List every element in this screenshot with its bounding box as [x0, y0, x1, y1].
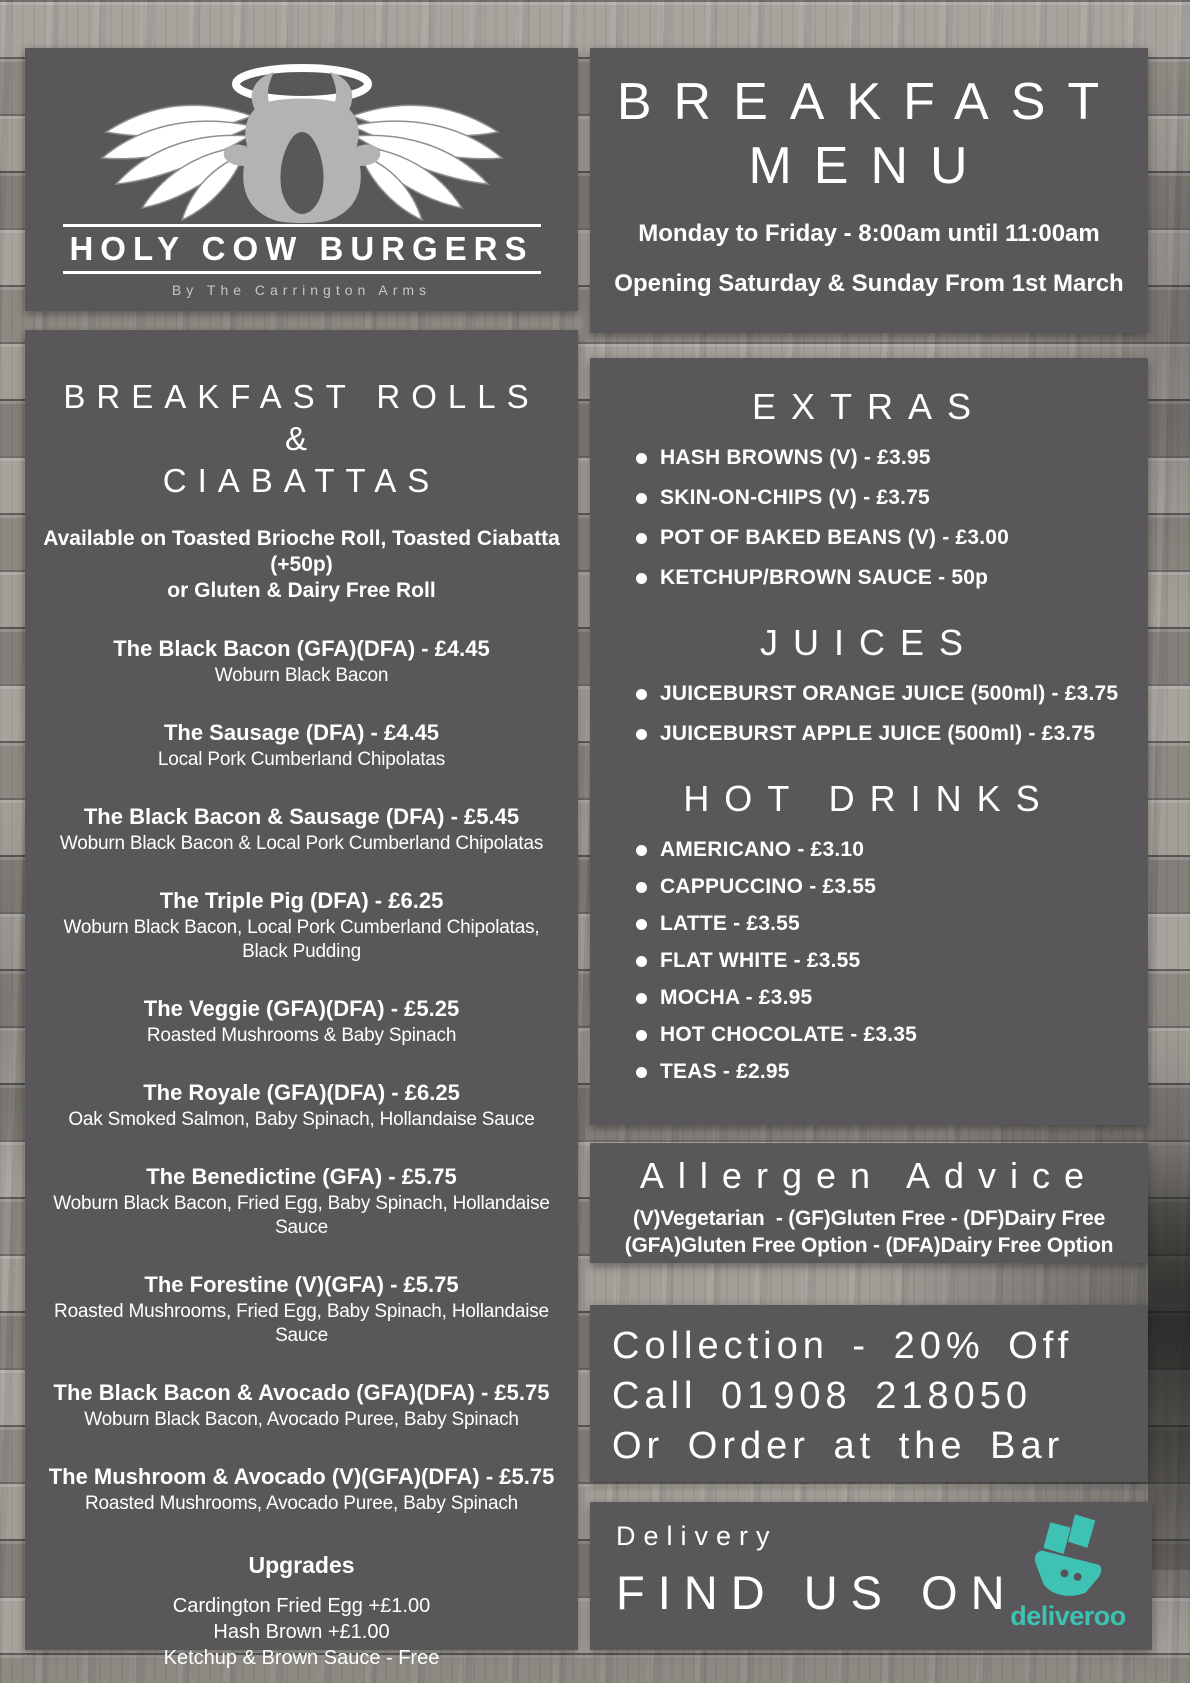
menu-item-name: The Forestine (V)(GFA) - £5.75 — [144, 1272, 459, 1297]
list-item-label: FLAT WHITE - £3.55 — [660, 949, 861, 972]
list-item-label: AMERICANO - £3.10 — [660, 838, 865, 861]
hot-drinks-heading: HOT DRINKS — [683, 778, 1055, 819]
menu-item — [39, 996, 564, 1048]
extras-list — [590, 446, 1148, 590]
menu-item-name: The Black Bacon & Avocado (GFA)(DFA) - £5.75 — [53, 1380, 550, 1405]
menu-item — [39, 1464, 564, 1516]
logo-rule-bottom — [63, 271, 541, 274]
list-item-label: HOT CHOCOLATE - £3.35 — [660, 1023, 918, 1046]
bullet-icon — [636, 956, 647, 967]
menu-item-name: The Mushroom & Avocado (V)(GFA)(DFA) - £5.75 — [48, 1464, 555, 1489]
menu-item-name: The Benedictine (GFA) - £5.75 — [146, 1164, 457, 1189]
rolls-note-line1: Available on Toasted Brioche Roll, Toasted Ciabatta (+50p) — [43, 527, 560, 576]
menu-item — [39, 1272, 564, 1348]
rolls-heading-line1: BREAKFAST ROLLS & — [63, 378, 540, 457]
allergen-line2: (GFA)Gluten Free Option - (DFA)Dairy Free Option — [624, 1234, 1114, 1257]
menu-item-desc: Roasted Mushrooms, Avocado Puree, Baby Spinach — [85, 1493, 518, 1514]
menu-item — [39, 1164, 564, 1240]
list-item-label: CAPPUCCINO - £3.55 — [660, 875, 876, 898]
list-item-label: POT OF BAKED BEANS (V) - £3.00 — [660, 526, 1010, 549]
winged-cow-logo — [42, 54, 562, 222]
wood-dark-plank — [1148, 1140, 1190, 1570]
list-item — [636, 486, 1132, 510]
list-item — [636, 526, 1132, 550]
delivery-panel — [590, 1502, 1152, 1650]
rolls-panel — [25, 330, 578, 1669]
extras-heading: EXTRAS — [751, 386, 987, 427]
upgrade-line: Ketchup & Brown Sauce - Free — [163, 1647, 440, 1669]
upgrade-line: Cardington Fried Egg +£1.00 — [172, 1595, 431, 1617]
deliveroo-kangaroo-icon — [1024, 1510, 1112, 1598]
list-item — [636, 682, 1132, 706]
menu-item-desc: Woburn Black Bacon, Local Pork Cumberland Chipolatas, Black Pudding — [63, 917, 540, 962]
list-item — [636, 875, 1132, 899]
list-item-label: JUICEBURST APPLE JUICE (500ml) - £3.75 — [660, 722, 1096, 745]
menu-item — [39, 1380, 564, 1432]
list-item-label: LATTE - £3.55 — [660, 912, 800, 935]
menu-item-name: The Triple Pig (DFA) - £6.25 — [159, 888, 444, 913]
upgrades-heading: Upgrades — [248, 1552, 355, 1578]
list-item-label: MOCHA - £3.95 — [660, 986, 813, 1009]
menu-item-name: The Royale (GFA)(DFA) - £6.25 — [143, 1080, 460, 1105]
juices-heading: JUICES — [759, 622, 979, 663]
menu-item — [39, 720, 564, 772]
menu-item-desc: Woburn Black Bacon, Avocado Puree, Baby Spinach — [84, 1409, 519, 1430]
left-wing-icon — [102, 105, 252, 220]
menu-title-line1: BREAKFAST — [616, 73, 1122, 131]
brand-tagline: By The Carrington Arms — [171, 282, 432, 298]
bullet-icon — [636, 845, 647, 856]
menu-item-name: The Sausage (DFA) - £4.45 — [163, 720, 440, 745]
list-item — [636, 1060, 1132, 1084]
menu-item — [39, 1080, 564, 1132]
delivery-label: Delivery — [616, 1521, 778, 1551]
allergen-panel — [590, 1143, 1148, 1263]
menu-item-desc: Local Pork Cumberland Chipolatas — [157, 749, 446, 770]
right-wing-icon — [352, 105, 502, 220]
list-item-label: JUICEBURST ORANGE JUICE (500ml) - £3.75 — [660, 682, 1119, 705]
bullet-icon — [636, 453, 647, 464]
menu-item-name: The Veggie (GFA)(DFA) - £5.25 — [143, 996, 460, 1021]
menu-item — [39, 636, 564, 688]
list-item-label: SKIN-ON-CHIPS (V) - £3.75 — [660, 486, 930, 509]
bullet-icon — [636, 493, 647, 504]
logo-rule-top — [63, 224, 541, 227]
menu-item — [39, 888, 564, 964]
rolls-note-line2: or Gluten & Dairy Free Roll — [167, 579, 436, 602]
find-us-on-text: FIND US ON — [616, 1566, 1018, 1619]
menu-item-name: The Black Bacon (GFA)(DFA) - £4.45 — [113, 636, 490, 661]
list-item-label: TEAS - £2.95 — [660, 1060, 790, 1083]
list-item — [636, 912, 1132, 936]
menu-item-desc: Roasted Mushrooms, Fried Egg, Baby Spinach, Hollandaise Sauce — [54, 1301, 549, 1346]
brand-panel — [25, 48, 578, 311]
menu-item-desc: Roasted Mushrooms & Baby Spinach — [146, 1025, 457, 1046]
bullet-icon — [636, 689, 647, 700]
list-item — [636, 949, 1132, 973]
list-item-label: HASH BROWNS (V) - £3.95 — [660, 446, 931, 469]
menu-header-panel — [590, 48, 1148, 333]
bullet-icon — [636, 533, 647, 544]
menu-item-desc: Woburn Black Bacon & Local Pork Cumberland Chipolatas — [59, 833, 544, 854]
menu-item-desc: Woburn Black Bacon — [214, 665, 389, 686]
bullet-icon — [636, 882, 647, 893]
menu-title-line2: MENU — [748, 137, 990, 195]
deliveroo-wordmark: deliveroo — [1010, 1601, 1126, 1631]
collection-phone: Call 01908 218050 — [612, 1375, 1033, 1417]
menu-item-name: The Black Bacon & Sausage (DFA) - £5.45 — [83, 804, 520, 829]
menu-item-desc: Oak Smoked Salmon, Baby Spinach, Hollandaise Sauce — [68, 1109, 535, 1130]
collection-order-note: Or Order at the Bar — [612, 1425, 1065, 1467]
hot-drinks-list — [590, 838, 1148, 1084]
list-item — [636, 446, 1132, 470]
menu-item — [39, 804, 564, 856]
bullet-icon — [636, 919, 647, 930]
menu-item-desc: Woburn Black Bacon, Fried Egg, Baby Spinach, Hollandaise Sauce — [53, 1193, 550, 1238]
list-item-label: KETCHUP/BROWN SAUCE - 50p — [660, 566, 989, 589]
allergen-line1: (V)Vegetarian - (GF)Gluten Free - (DF)Dairy Free — [632, 1207, 1106, 1230]
upgrade-line: Hash Brown +£1.00 — [213, 1621, 390, 1643]
list-item — [636, 566, 1132, 590]
menu-weekend-note: Opening Saturday & Sunday From 1st March — [614, 270, 1124, 297]
collection-panel — [590, 1305, 1148, 1482]
bullet-icon — [636, 729, 647, 740]
deliveroo-logo — [1000, 1510, 1136, 1632]
bullet-icon — [636, 993, 647, 1004]
drinks-panel — [590, 358, 1148, 1125]
collection-offer: Collection - 20% Off — [612, 1325, 1074, 1367]
brand-name: HOLY COW BURGERS — [69, 230, 534, 267]
juices-list — [590, 682, 1148, 746]
allergen-heading: Allergen Advice — [639, 1155, 1099, 1196]
list-item — [636, 838, 1132, 862]
menu-hours: Monday to Friday - 8:00am until 11:00am — [638, 220, 1100, 247]
list-item — [636, 1023, 1132, 1047]
list-item — [636, 722, 1132, 746]
list-item — [636, 986, 1132, 1010]
rolls-heading-line2: CIABATTAS — [162, 462, 441, 499]
bullet-icon — [636, 573, 647, 584]
bullet-icon — [636, 1067, 647, 1078]
bullet-icon — [636, 1030, 647, 1041]
